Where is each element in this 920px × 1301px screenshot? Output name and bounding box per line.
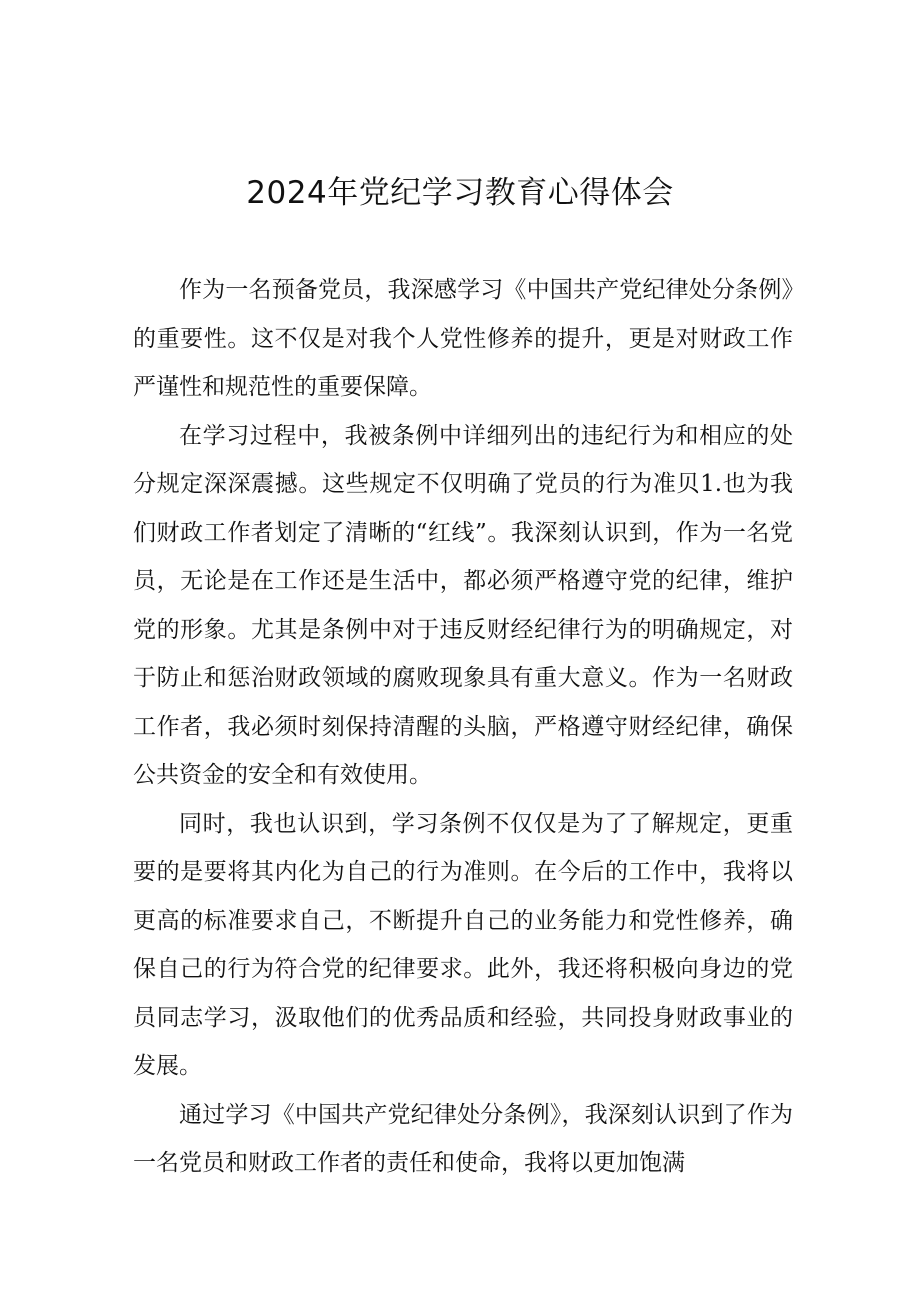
document-title: 2024年党纪学习教育心得体会 [246,175,674,211]
paragraph-2: 在学习过程中，我被条例中详细列出的违纪行为和相应的处分规定深深震撼。这些规定不仅明确了党员的行为准贝1.也为我们财政工作者划定了清晰的“红线”。我深刻认识到，作为一名党员，无论是在工作还是生活中，都必须严格遵守党的纪律，维护党的形象。尤其是条例中对于违反财经纪律行为的明确规定，对于防止和惩治财政领域的腐败现象具有重大意义。作为一名财政工作者，我必须时刻保持清醒的头脑，严格遵守财经纪律，确保公共资金的安全和有效使用。 [133,422,793,788]
document-body [133,266,793,1188]
paragraph-1: 作为一名预备党员，我深感学习《中国共产党纪律处分条例》的重要性。这不仅是对我个人党性修养的提升，更是对财政工作严谨性和规范性的重要保障。 [133,277,793,400]
paragraph-4: 通过学习《中国共产党纪律处分条例》，我深刻认识到了作为一名党员和财政工作者的责任和使命，我将以更加饱满 [133,1101,793,1176]
paragraph-3: 同时，我也认识到，学习条例不仅仅是为了了解规定，更重要的是要将其内化为自己的行为准则。在今后的工作中，我将以更高的标准要求自己，不断提升自己的业务能力和党性修养，确保自己的行为符合党的纪律要求。此外，我还将积极向身边的党员同志学习，汲取他们的优秀品质和经验，共同投身财政事业的发展。 [133,810,793,1079]
